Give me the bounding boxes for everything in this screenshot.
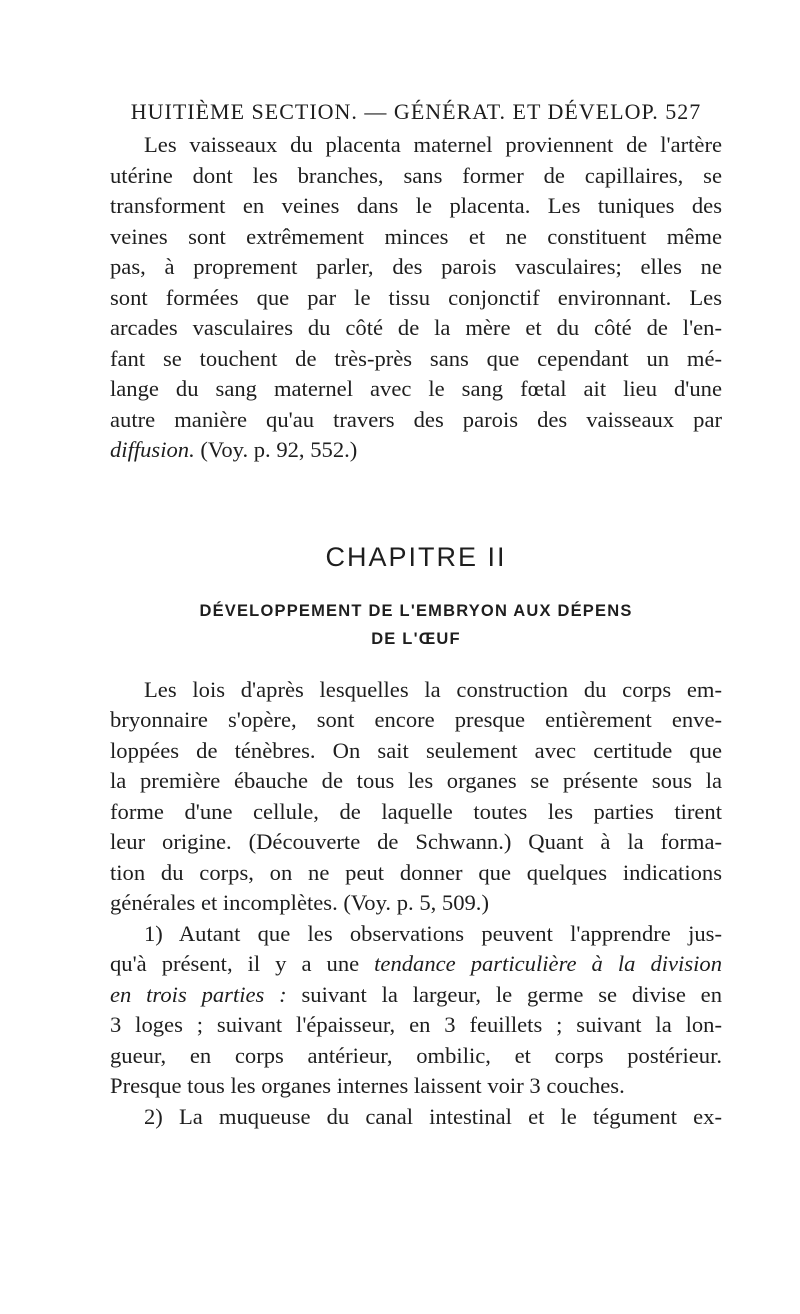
text-line: tion du corps, on ne peut donner que quelques indications [110, 859, 722, 885]
text-line: générales et incomplètes. (Voy. p. 5, 509.) [110, 890, 489, 915]
italic-phrase: tendance particulière à la division [374, 951, 722, 976]
chapter-title-line-2: DE L'ŒUF [371, 629, 461, 648]
text-line: utérine dont les branches, sans former de capillaires, se [110, 162, 722, 188]
text-line: 1) Autant que les observations peuvent l'apprendre jus- [144, 920, 722, 946]
text-line: 2) La muqueuse du canal intestinal et le tégument ex- [144, 1103, 722, 1129]
paragraph-division [110, 919, 722, 1102]
text-line: loppées de ténèbres. On sait seulement avec certitude que [110, 737, 722, 763]
text-line: lange du sang maternel avec le sang fœtal ait lieu d'une [110, 376, 722, 401]
text-line: la première ébauche de tous les organes se présente sous la [110, 768, 722, 793]
text-line: Les lois d'après lesquelles la construction du corps em- [144, 676, 722, 702]
paragraph-placenta [110, 130, 722, 466]
text-line: transforment en veines dans le placenta. Les tuniques des [110, 193, 722, 218]
text-line: Presque tous les organes internes laissent voir 3 couches. [110, 1073, 625, 1098]
text-line: sont formées que par le tissu conjonctif environnant. Les [110, 284, 722, 310]
text-line: 3 loges ; suivant l'épaisseur, en 3 feuillets ; suivant la lon- [110, 1012, 722, 1037]
text-line: arcades vasculaires du côté de la mère et du côté de l'en- [110, 315, 722, 340]
chapter-heading: CHAPITRE II [325, 541, 507, 572]
running-head: HUITIÈME SECTION. — GÉNÉRAT. ET DÉVELOP. 527 [130, 99, 702, 124]
italic-term: diffusion. [110, 437, 195, 462]
text-line [110, 949, 722, 980]
text-line: Les vaisseaux du placenta maternel proviennent de l'artère [144, 132, 722, 157]
text-line: gueur, en corps antérieur, ombilic, et corps postérieur. [110, 1042, 722, 1068]
book-page [110, 96, 722, 1132]
text-line: veines sont extrêmement minces et ne constituent même [110, 223, 722, 249]
italic-phrase: en trois parties : [110, 981, 287, 1007]
text-line: fant se touchent de très-près sans que cependant un mé- [110, 345, 722, 371]
text-line: bryonnaire s'opère, sont encore presque entièrement enve- [110, 707, 722, 732]
chapter-title-line-1: DÉVELOPPEMENT DE L'EMBRYON AUX DÉPENS [199, 601, 633, 620]
chapter-title [110, 597, 722, 653]
text-segment: qu'à présent, il y a une [110, 951, 375, 976]
text-line: autre manière qu'au travers des parois des vaisseaux par [110, 406, 722, 432]
reference-text: (Voy. p. 92, 552.) [194, 437, 358, 462]
text-line: pas, à proprement parler, des parois vasculaires; elles ne [110, 254, 722, 279]
paragraph-mucous [110, 1102, 722, 1133]
text-segment: suivant la largeur, le germe se divise en [286, 981, 722, 1007]
text-line: forme d'une cellule, de laquelle toutes les parties tirent [110, 798, 722, 824]
paragraph-embryo [110, 675, 722, 919]
text-line [110, 435, 722, 466]
text-line [110, 980, 722, 1011]
text-line: leur origine. (Découverte de Schwann.) Quant à la forma- [110, 829, 722, 854]
